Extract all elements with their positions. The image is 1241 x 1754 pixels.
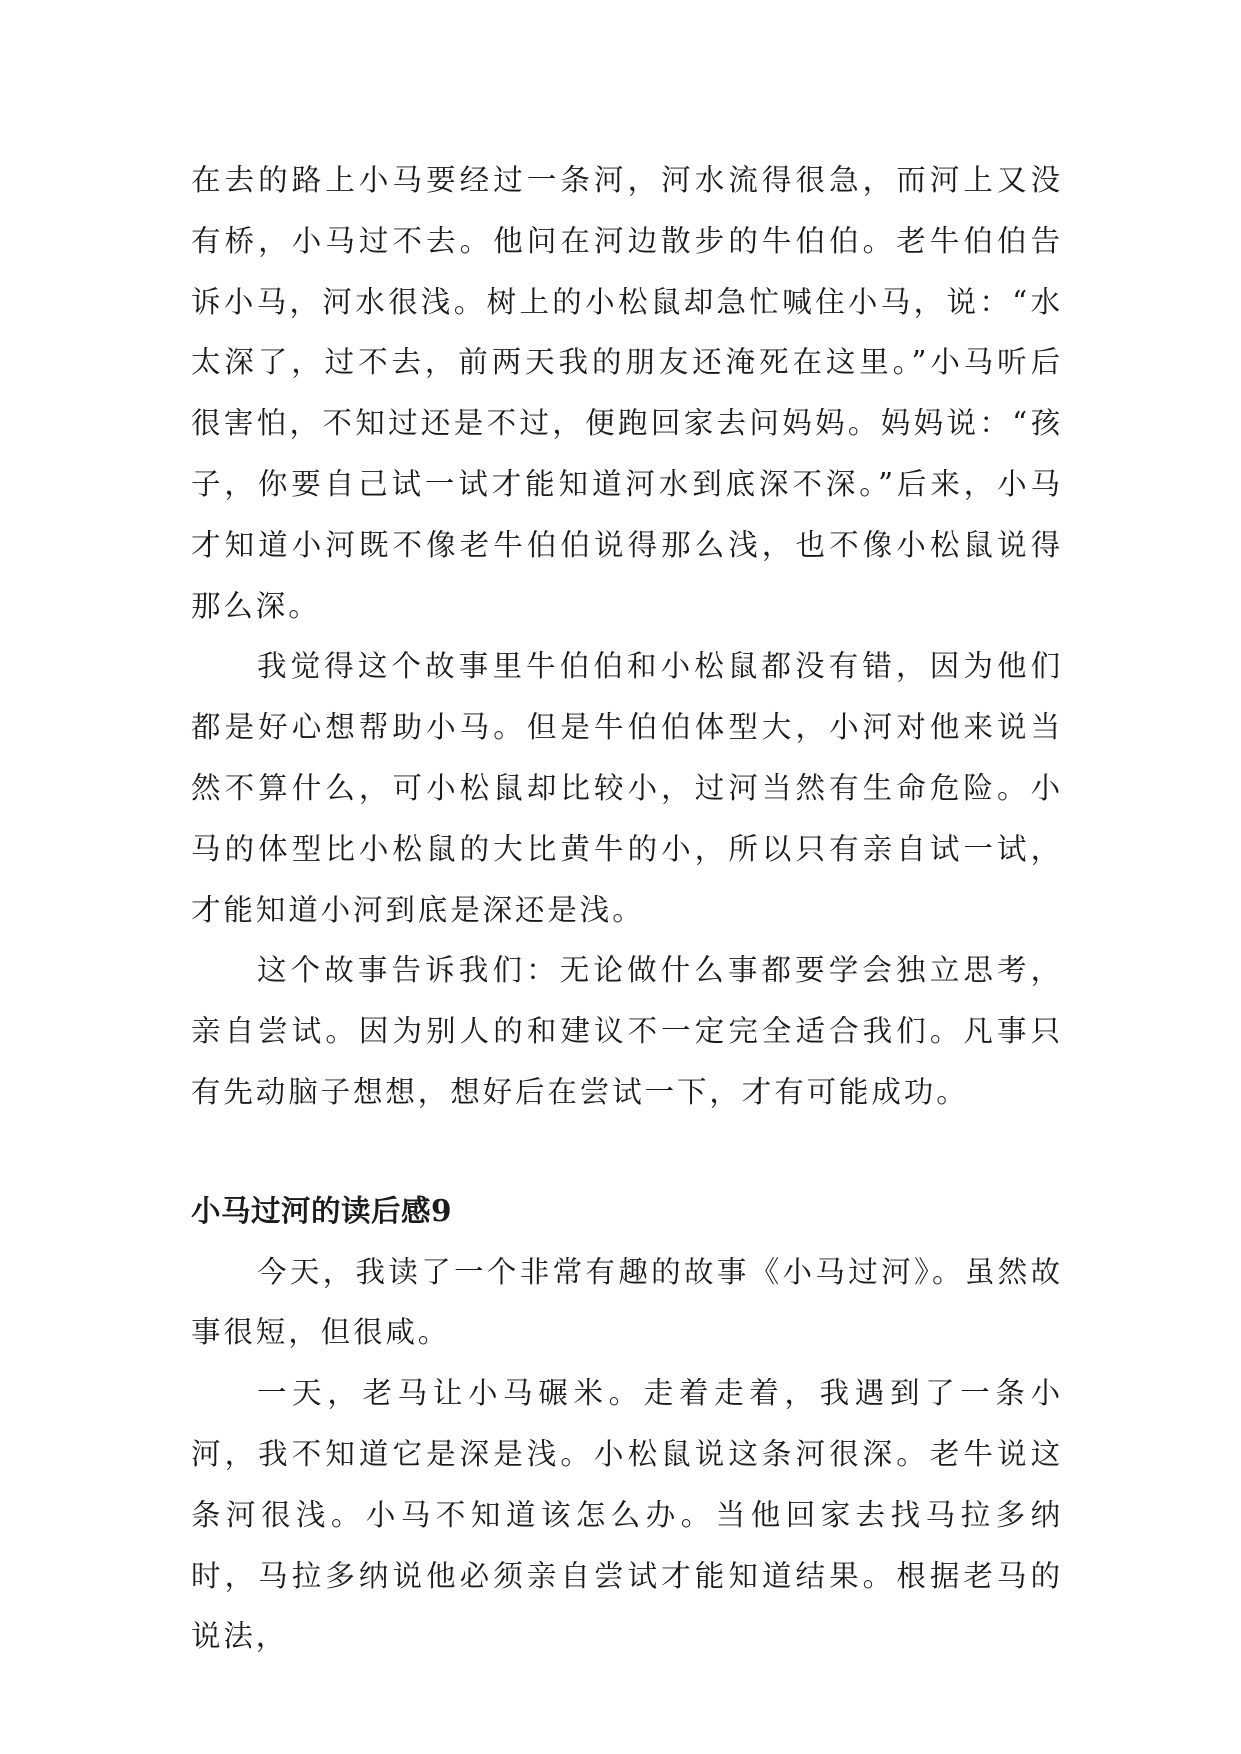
paragraph: 我觉得这个故事里牛伯伯和小松鼠都没有错，因为他们都是好心想帮助小马。但是牛伯伯体型大，小河对他来说当然不算什么，可小松鼠却比较小，过河当然有生命危险。小马的体型比小松鼠的大比黄牛的小，所以只有亲自试一试，才能知道小河到底是深还是浅。 bbox=[191, 649, 1063, 927]
paragraph: 这个故事告诉我们：无论做什么事都要学会独立思考，亲自尝试。因为别人的和建议不一定完全适合我们。凡事只有先动脑子想想，想好后在尝试一下，才有可能成功。 bbox=[191, 953, 1063, 1109]
document-page bbox=[191, 150, 1063, 1667]
section-heading: 小马过河的读后感9 bbox=[191, 1192, 453, 1228]
paragraph: 在去的路上小马要经过一条河，河水流得很急，而河上又没有桥，小马过不去。他问在河边散步的牛伯伯。老牛伯伯告诉小马，河水很浅。树上的小松鼠却急忙喊住小马，说：“水太深了，过不去，前两天我的朋友还淹死在这里。”小马听后很害怕，不知过还是不过，便跑回家去问妈妈。妈妈说：“孩子，你要自己试一试才能知道河水到底深不深。”后来，小马才知道小河既不像老牛伯伯说得那么浅，也不像小松鼠说得那么深。 bbox=[191, 163, 1063, 623]
paragraph: 今天，我读了一个非常有趣的故事《小马过河》。虽然故事很短，但很咸。 bbox=[191, 1254, 1063, 1350]
paragraph: 一天，老马让小马碾米。走着走着，我遇到了一条小河，我不知道它是深是浅。小松鼠说这条河很深。老牛说这条河很浅。小马不知道该怎么办。当他回家去找马拉多纳时，马拉多纳说他必须亲自尝试才能知道结果。根据老马的说法， bbox=[191, 1376, 1063, 1654]
